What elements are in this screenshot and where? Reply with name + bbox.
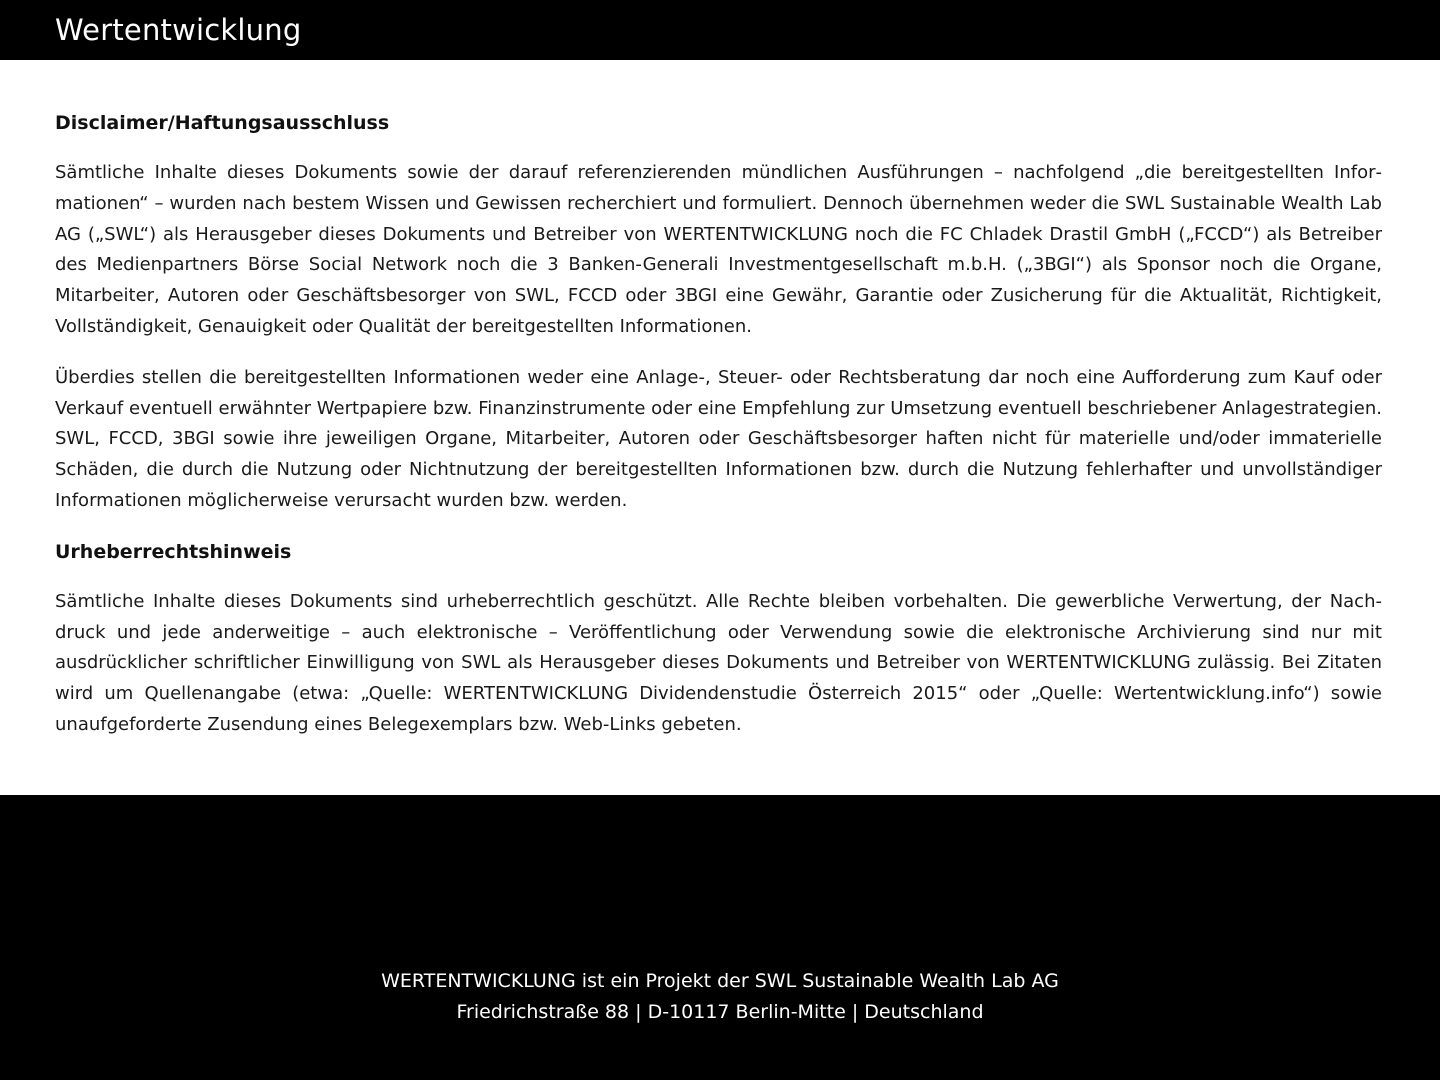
copyright-heading: Urheberrechtshinweis — [55, 540, 292, 563]
footer-bar — [0, 795, 1440, 1080]
footer-text — [0, 966, 1440, 1028]
document-body — [55, 108, 1382, 761]
header-bar — [0, 0, 1440, 60]
footer-project-line: WERTENTWICKLUNG ist ein Projekt der SWL Sustainable Wealth Lab AG — [381, 970, 1059, 992]
page-title: Wertentwicklung — [55, 13, 302, 47]
disclaimer-paragraph-1: Sämtliche Inhalte dieses Dokuments sowie der darauf referenzierenden mündlichen Ausführungen – nachfolgend „die bereitgestellten Informationen“ – wurden nach bestem Wissen und Gewissen recherchiert und formuliert. Dennoch übernehmen weder die SWL Sustainable Wealth Lab AG („SWL“) als Herausgeber dieses Dokuments und Betreiber von WERTENTWICKLUNG noch die FC Chladek Drastil GmbH („FCCD“) als Betreiber des Medienpartners Börse Social Network noch die 3 Banken-Generali Investmentgesellschaft m.b.H. („3BGI“) als Sponsor noch die Organe, Mitarbeiter, Autoren oder Geschäftsbesorger von SWL, FCCD oder 3BGI eine Gewähr, Garantie oder Zusicherung für die Aktualität, Richtigkeit, Vollständigkeit, Genauigkeit oder Qualität der bereitgestellten Informationen. — [55, 162, 1382, 337]
copyright-paragraph-1: Sämtliche Inhalte dieses Dokuments sind urheberrechtlich geschützt. Alle Rechte bleiben vorbehalten. Die gewerbliche Verwertung, der Nachdruck und jede anderweitige – auch elektronische – Veröffentlichung oder Verwendung sowie die elektronische Archivierung sind nur mit ausdrücklicher schriftlicher Einwilligung von SWL als Herausgeber dieses Dokuments und Betreiber von WERTENTWICKLUNG zulässig. Bei Zitaten wird um Quellenangabe (etwa: „Quelle: WERTENTWICKLUNG Dividendenstudie Österreich 2015“ oder „Quelle: Wertentwicklung.info“) sowie unaufgeforderte Zusendung eines Belegexemplars bzw. Web-Links gebeten. — [55, 590, 1382, 735]
disclaimer-heading: Disclaimer/Haftungsausschluss — [55, 112, 390, 134]
footer-address-line: Friedrichstraße 88 | D-10117 Berlin-Mitte | Deutschland — [456, 1001, 984, 1023]
disclaimer-paragraph-2: Überdies stellen die bereitgestellten Informationen weder eine Anlage-, Steuer- oder Rechtsberatung dar noch eine Aufforderung zum Kauf oder Verkauf eventuell erwähnter Wertpapiere bzw. Finanzinstrumente oder eine Empfehlung zur Umsetzung eventuell beschriebener Anlagestrategien. SWL, FCCD, 3BGI sowie ihre jeweiligen Organe, Mitarbeiter, Autoren oder Geschäftsbesorger haften nicht für materielle und/oder immaterielle Schäden, die durch die Nutzung oder Nichtnutzung der bereitgestellten Informationen bzw. durch die Nutzung fehlerhafter und unvollständiger Informationen möglicherweise verursacht wurden bzw. werden. — [55, 366, 1382, 511]
